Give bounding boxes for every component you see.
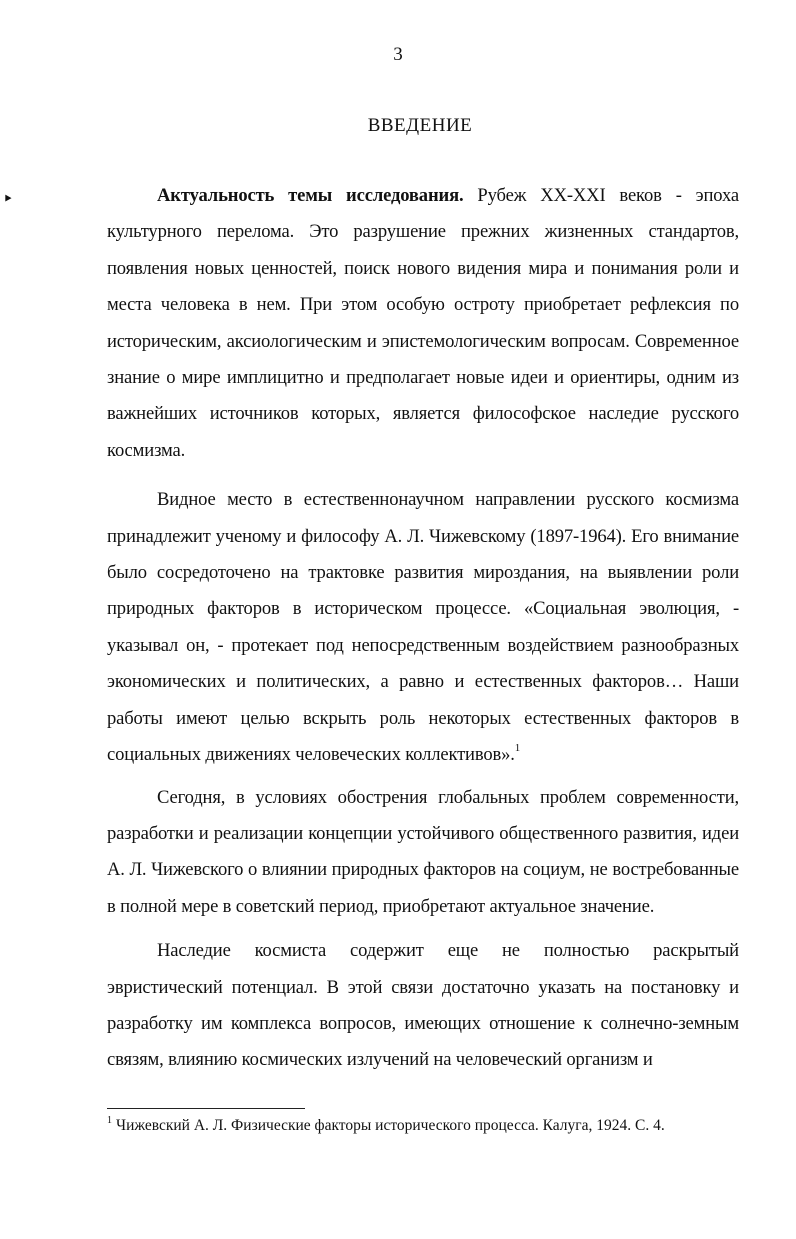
footnote-divider <box>107 1108 305 1109</box>
footnote-number: 1 <box>107 1115 112 1126</box>
paragraph-text: Сегодня, в условиях обострения глобальных проблем современности, разработки и реализации концепции устойчивого общественного развития, идеи А. Л. Чижевского о влиянии природных факторов на социум, не востребованные в полной мере в советский период, приобретают актуальное значение. <box>107 786 739 917</box>
footnote-reference[interactable]: 1 <box>514 742 521 755</box>
paragraph-chizhevsky <box>107 482 739 773</box>
paragraph-lead: Актуальность темы исследования. <box>157 185 464 206</box>
paragraph-relevance <box>107 178 739 469</box>
paragraph-text: Рубеж XX-XXI веков - эпоха культурного перелома. Это разрушение прежних жизненных стандартов, появления новых ценностей, поиск нового видения мира и понимания роли и места человека в нем. При этом особую остроту приобретает рефлексия по историческим, аксиологическим и эпистемологическим вопросам. Современное знание о мире имплицитно и предполагает новые идеи и ориентиры, одним из важнейших источников которых, является философское наследие русского космизма. <box>107 185 739 461</box>
margin-mark: ‣ <box>3 191 14 208</box>
paragraph-today <box>107 780 739 926</box>
paragraph-text: Наследие космиста содержит еще не полностью раскрытый эвристический потенциал. В этой связи достаточно указать на постановку и разработку им комплекса вопросов, имеющих отношение к солнечно-земным связям, влиянию космических излучений на человеческий организм и <box>107 940 739 1071</box>
footnote-text: Чижевский А. Л. Физические факторы исторического процесса. Калуга, 1924. С. 4. <box>116 1117 665 1134</box>
section-heading: ВВЕДЕНИЕ <box>367 115 473 136</box>
paragraph-text: Видное место в естественнонаучном направлении русского космизма принадлежит ученому и философу А. Л. Чижевскому (1897-1964). Его внимание было сосредоточено на трактовке развития мироздания, на выявлении роли природных факторов в историческом процессе. «Социальная эволюция, - указывал он, - протекает под непосредственным воздействием разнообразных экономических и политических, а равно и естественных факторов… Наши работы имеют целью вскрыть роль некоторых естественных факторов в социальных движениях человеческих коллективов». <box>107 489 739 766</box>
body-text <box>107 178 739 1079</box>
footnote <box>107 1116 747 1136</box>
paragraph-heritage <box>107 933 739 1079</box>
page-number: 3 <box>393 44 403 65</box>
